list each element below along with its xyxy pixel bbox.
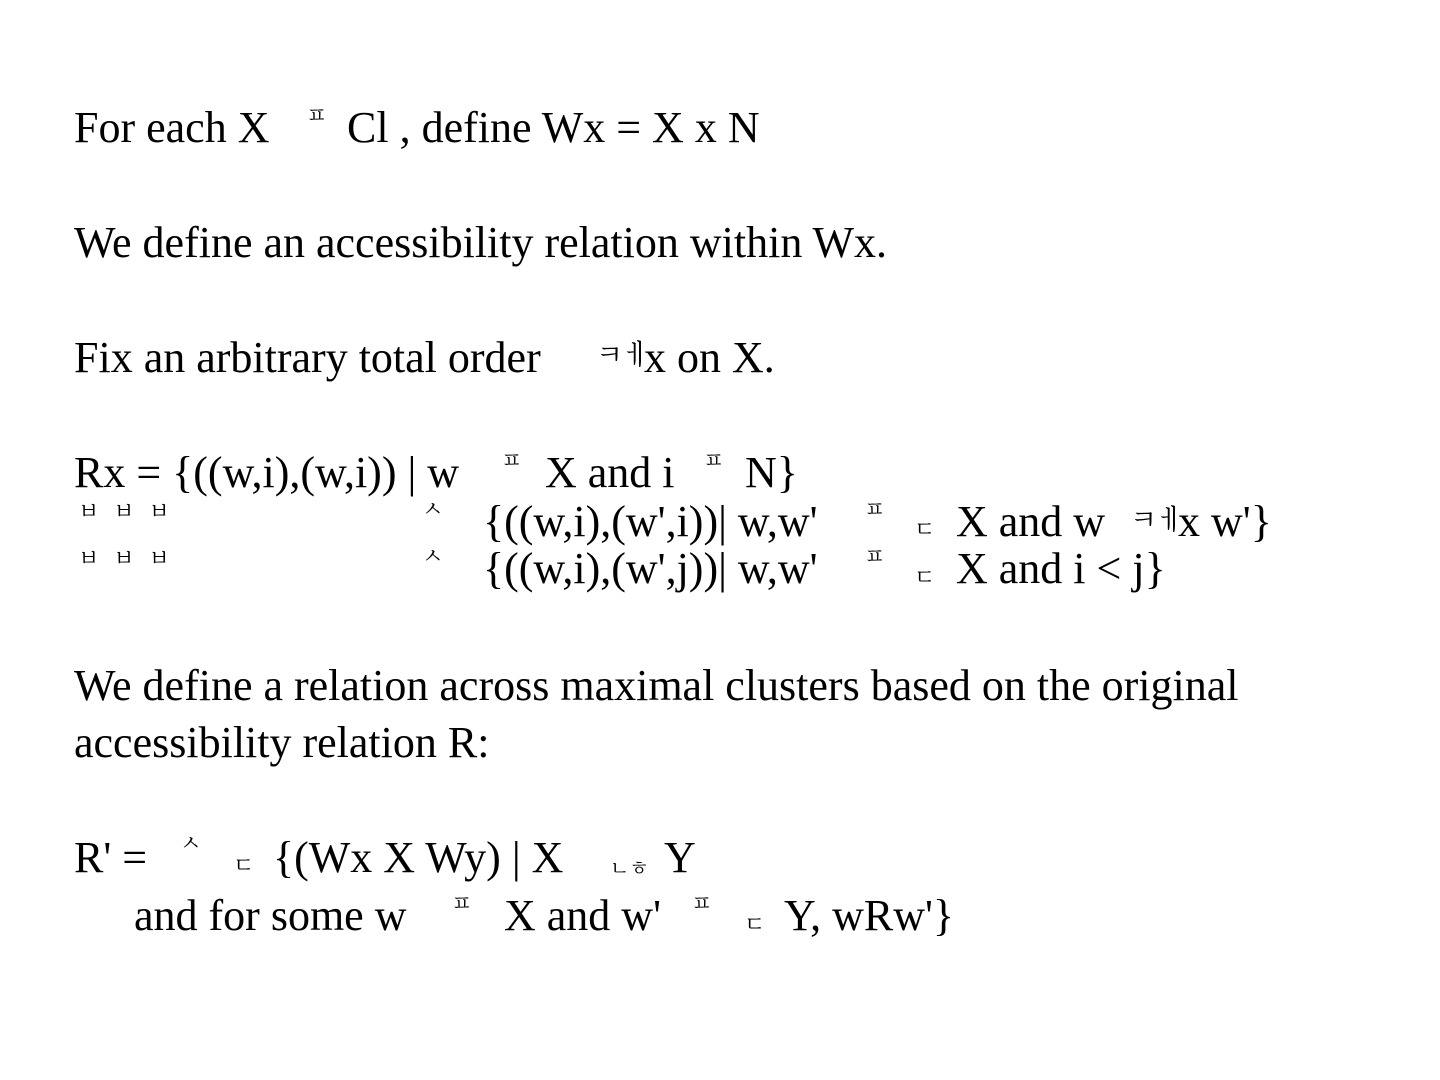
symbol-union: ㅅ — [180, 832, 202, 857]
symbol-subset: ㄷ — [233, 854, 255, 879]
symbol-element-of: ㅍ — [306, 104, 328, 129]
symbol-element-of: ㅍ — [703, 449, 725, 474]
symbol-element-of: ㅍ — [864, 545, 886, 570]
symbol-row: ㅂ ㅂ ㅂ — [78, 500, 170, 525]
rx-line2-b: X and w — [956, 497, 1106, 546]
rprime-line2-a: and for some w — [134, 891, 407, 940]
rx-line1-b: X and i — [545, 448, 675, 497]
line-fix-order-a: Fix an arbitrary total order — [74, 333, 541, 382]
symbol-not-equal: ㄴㅎ — [610, 856, 649, 880]
symbol-union: ㅅ — [422, 498, 444, 523]
symbol-row: ㅂ ㅂ ㅂ — [78, 547, 170, 572]
symbol-order: ㅋㅔ — [596, 338, 651, 371]
symbol-element-of: ㅍ — [691, 892, 713, 917]
para-relation-line2: accessibility relation R: — [74, 718, 490, 767]
rx-line3-b: X and i < j} — [956, 544, 1166, 593]
line-fix-order-b: x on X. — [644, 333, 775, 382]
rprime-line1-a: R' = — [74, 833, 148, 882]
symbol-subset: ㄷ — [914, 566, 936, 591]
rprime-line2-c: Y, wRw'} — [784, 891, 955, 940]
symbol-element-of: ㅍ — [864, 498, 886, 523]
rx-line3-a: {((w,i),(w',j))| w,w' — [483, 544, 818, 593]
symbol-element-of: ㅍ — [451, 892, 473, 917]
para-relation-line1: We define a relation across maximal clusters based on the original — [74, 661, 1239, 710]
symbol-subset: ㄷ — [914, 518, 936, 543]
line-define-accessibility: We define an accessibility relation within Wx. — [74, 218, 888, 267]
symbol-order: ㅋㅔ — [1130, 503, 1185, 536]
line-for-each-a: For each X — [74, 103, 270, 152]
symbol-element-of: ㅍ — [501, 449, 523, 474]
rx-line2-c: x w'} — [1178, 497, 1272, 546]
rx-line2-a: {((w,i),(w',i))| w,w' — [483, 497, 818, 546]
rprime-line2-b: X and w' — [504, 891, 662, 940]
line-for-each-b: Cl , define Wx = X x N — [347, 103, 760, 152]
rprime-line1-b: {(Wx X Wy) | X — [273, 833, 564, 882]
rx-line1-c: N} — [745, 448, 798, 497]
symbol-subset: ㄷ — [744, 913, 766, 938]
rx-line1-a: Rx = {((w,i),(w,i)) | w — [74, 448, 460, 497]
rprime-line1-c: Y — [664, 833, 696, 882]
symbol-union: ㅅ — [422, 545, 444, 570]
